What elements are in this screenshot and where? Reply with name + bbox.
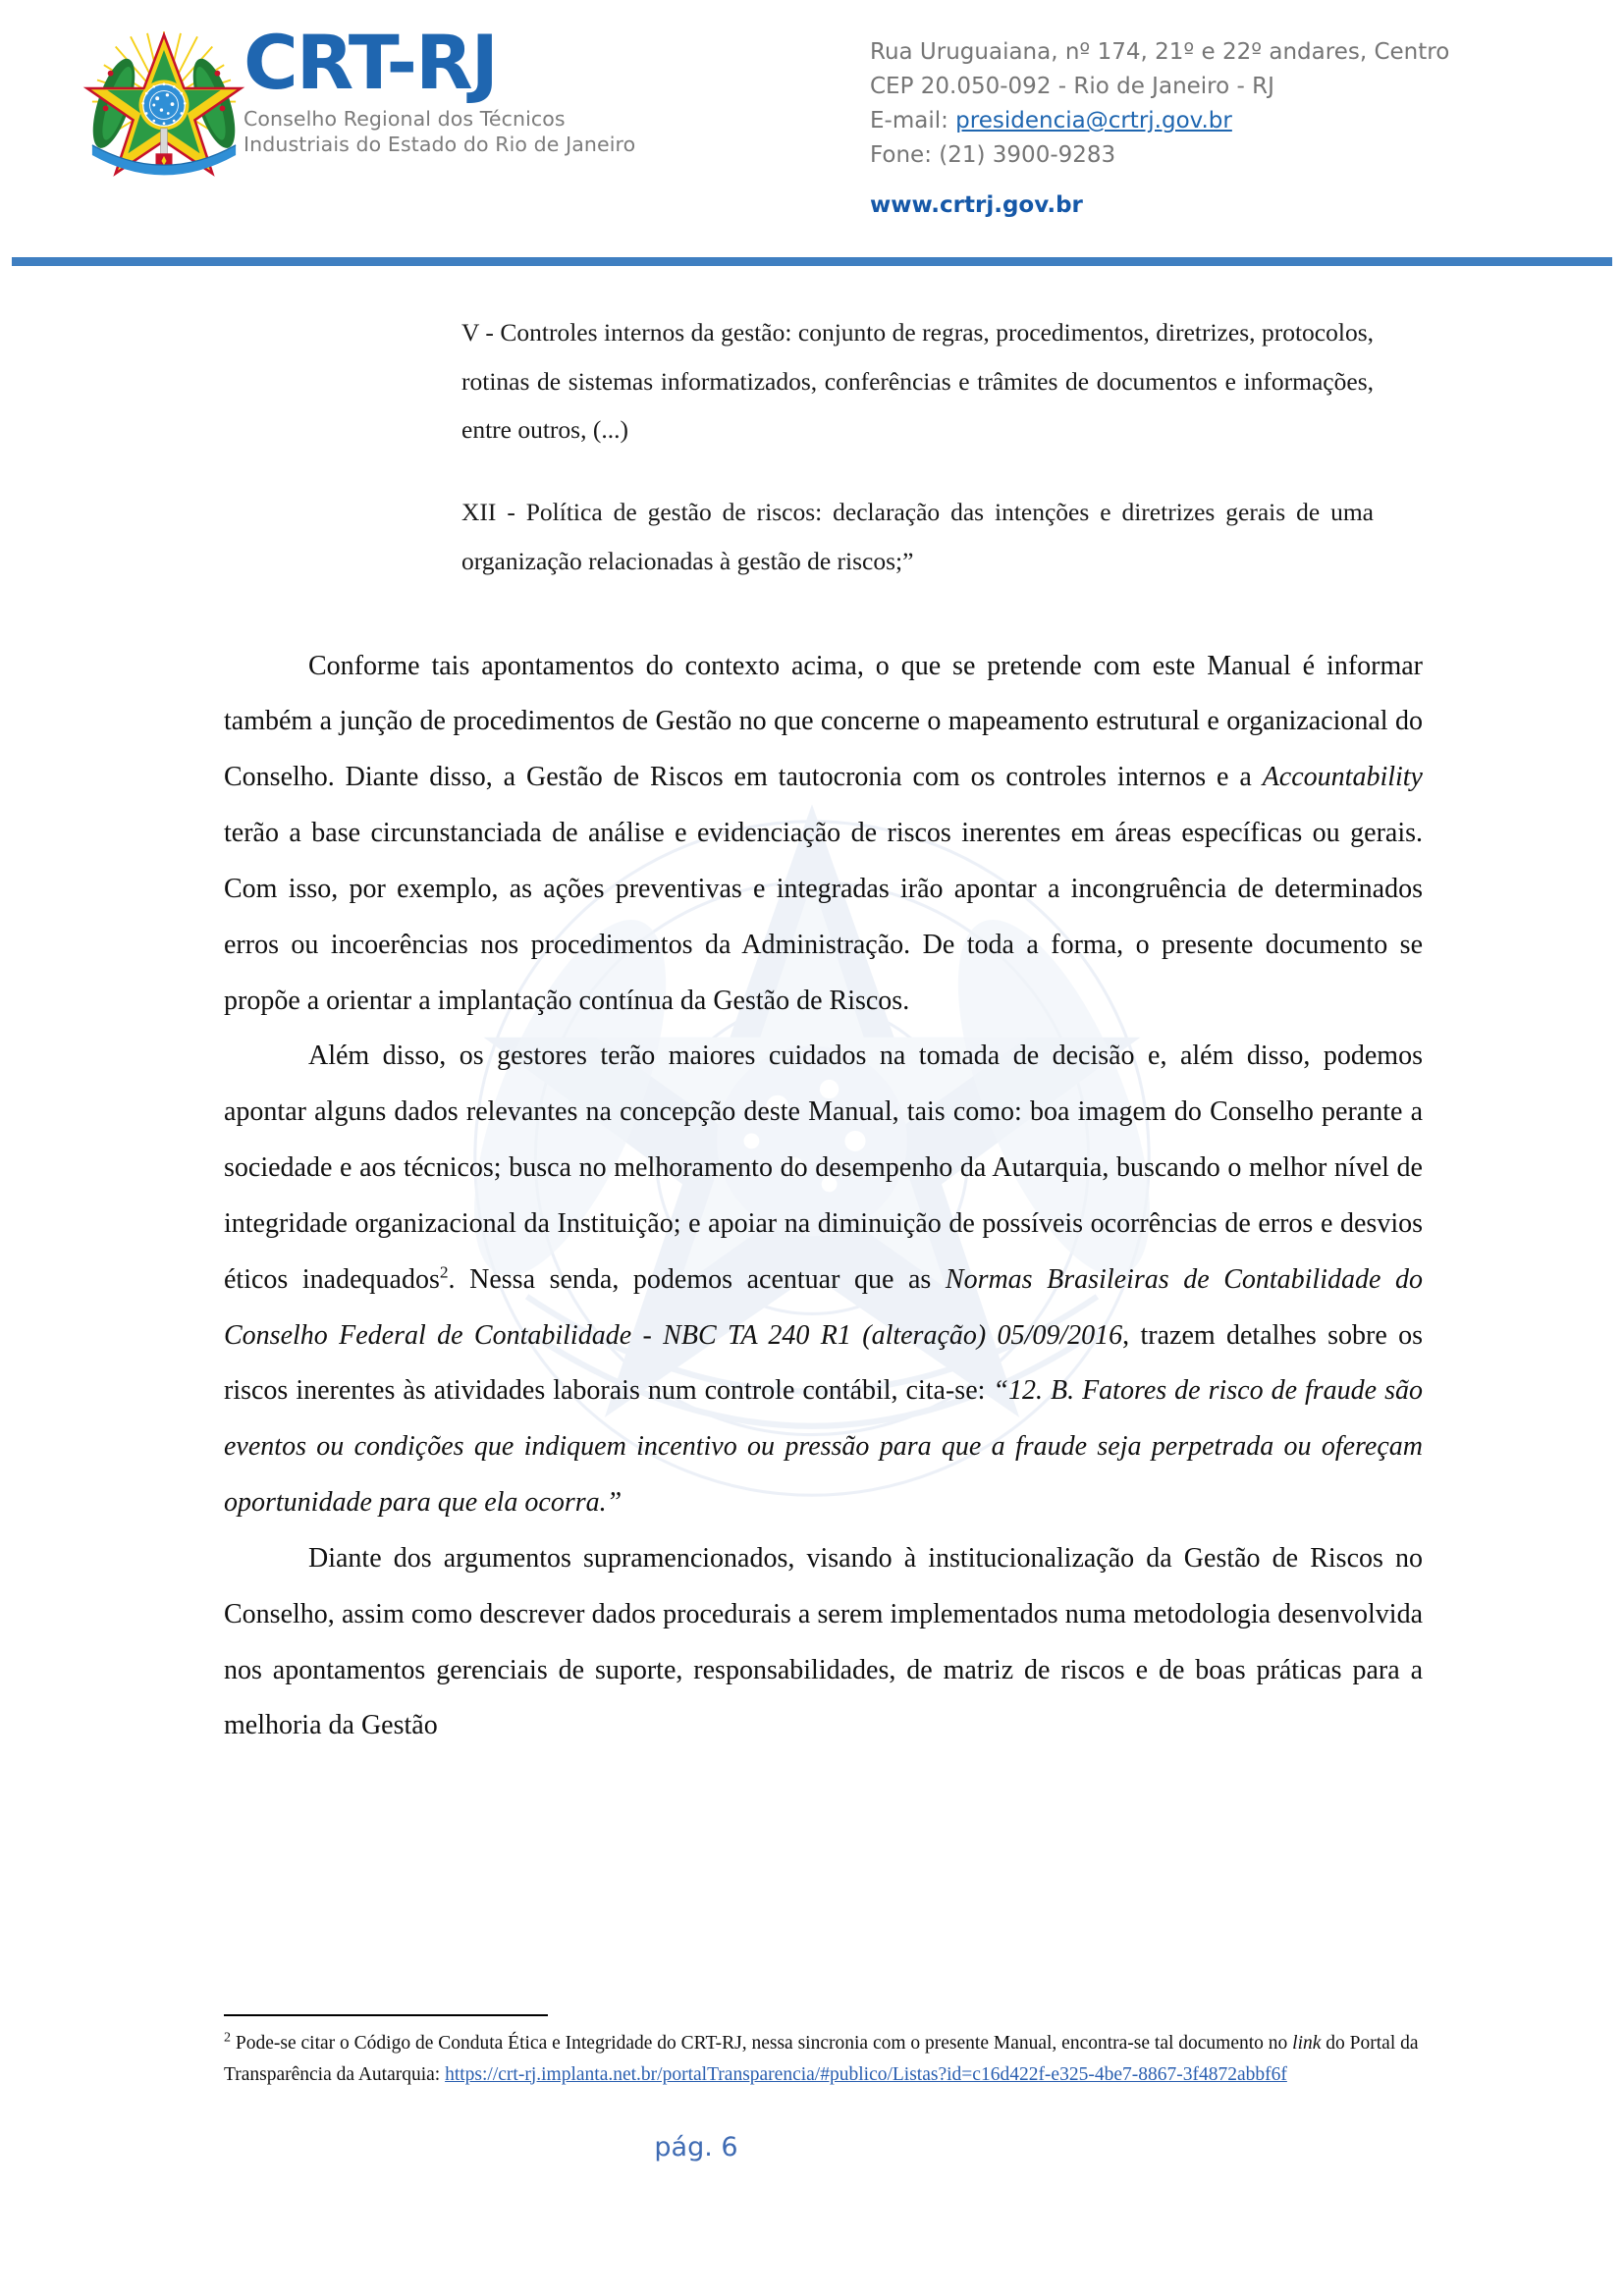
brazil-coat-of-arms-icon xyxy=(81,22,247,188)
term-accountability: Accountability xyxy=(1262,762,1423,793)
paragraph-2-part-c: , trazem detalhes sobre os riscos inerentes às atividades laborais num controle contábil, cita-se: xyxy=(224,1319,1423,1407)
brand-subtitle-line-2: Industriais do Estado do Rio de Janeiro xyxy=(244,133,636,157)
contact-email-label: E-mail: xyxy=(870,107,956,133)
footnote-text-part-b: do Portal da Transparência da Autarquia: xyxy=(224,2033,1419,2085)
footnote-term-link: link xyxy=(1292,2033,1322,2054)
contact-phone: Fone: (21) 3900-9283 xyxy=(870,141,1116,168)
footnote-reference-marker[interactable]: 2 xyxy=(439,1262,449,1282)
paragraph-conforme xyxy=(224,639,1423,1030)
footnote-section xyxy=(224,2014,1451,2090)
contact-address: Rua Uruguaiana, nº 174, 21º e 22º andares, Centro xyxy=(870,39,1450,65)
footnote-url-link[interactable]: https://crt-rj.implanta.net.br/portalTransparencia/#publico/Listas?id=c16d422f-e325-4be7-8867-3f4872abbf6f xyxy=(445,2063,1287,2085)
citation-nbc-ta-240: Normas Brasileiras de Contabilidade do Conselho Federal de Contabilidade - NBC TA 240 R1 (alteração) 05/09/2016 xyxy=(224,1263,1423,1351)
contact-email-link[interactable]: presidencia@crtrj.gov.br xyxy=(955,107,1232,133)
footnote-number: 2 xyxy=(224,2029,232,2046)
contact-website[interactable]: www.crtrj.gov.br xyxy=(870,191,1083,218)
paragraph-1-part-b: terão a base circunstanciada de análise e evidenciação de riscos inerentes em áreas específicas ou gerais. Com isso, por exemplo, as ações preventivas e integradas irão apontar a incongruência de determinados erros ou incoerências nos procedimentos da Administração. De toda a forma, o presente documento se propõe a orientar a implantação contínua da Gestão de Riscos. xyxy=(224,818,1423,1016)
contact-block xyxy=(870,35,1557,223)
brand-wordmark: CRT-RJ xyxy=(244,19,497,106)
brand-block xyxy=(244,19,636,157)
page-number: pág. 6 xyxy=(654,2132,738,2163)
letterhead xyxy=(0,0,1624,267)
paragraph-2-part-a: Além disso, os gestores terão maiores cuidados na tomada de decisão e, além disso, podemos apontar alguns dados relevantes na concepção deste Manual, tais como: boa imagem do Conselho perante a sociedade e aos técnicos; busca no melhoramento do desempenho da Autarquia, buscando o melhor nível de integridade organizacional da Instituição; e apoiar na diminuição de possíveis ocorrências de erros e desvios éticos inadequados xyxy=(224,1041,1423,1295)
footnote-2 xyxy=(224,2028,1451,2090)
brand-subtitle-line-1: Conselho Regional dos Técnicos xyxy=(244,107,566,131)
footnote-text-part-a: Pode-se citar o Código de Conduta Ética e Integridade do CRT-RJ, nessa sincronia com o presente Manual, encontra-se tal documento no xyxy=(231,2033,1293,2054)
quotation-fatores-de-risco: “12. B. Fatores de risco de fraude são eventos ou condições que indiquem incentivo ou pressão para que a fraude seja perpetrada ou ofereçam oportunidade para que ela ocorra.” xyxy=(224,1375,1423,1519)
main-paragraphs xyxy=(0,639,1624,1755)
paragraph-alem-disso xyxy=(224,1029,1423,1530)
quote-item-v: V - Controles internos da gestão: conjunto de regras, procedimentos, diretrizes, protocolos, rotinas de sistemas informatizados, conferências e trâmites de documentos e informações, entre outros, (...) xyxy=(461,318,1374,445)
quoted-legal-items xyxy=(0,308,1624,586)
header-divider-rule xyxy=(12,257,1612,266)
document-body xyxy=(0,267,1624,1754)
contact-email-line xyxy=(870,104,1557,138)
paragraph-1-part-a: Conforme tais apontamentos do contexto acima, o que se pretende com este Manual é informar também a junção de procedimentos de Gestão no que concerne o mapeamento estrutural e organizacional do Conselho. Diante disso, a Gestão de Riscos em tautocronia com os controles internos e a xyxy=(224,650,1423,793)
paragraph-2-part-b: . Nessa senda, podemos acentuar que as xyxy=(448,1263,946,1295)
quote-item-xii: XII - Política de gestão de riscos: declaração das intenções e diretrizes gerais de uma organização relacionadas à gestão de riscos;” xyxy=(461,498,1374,575)
footnote-separator-rule xyxy=(224,2014,548,2016)
paragraph-diante-dos-argumentos: Diante dos argumentos supramencionados, visando à institucionalização da Gestão de Riscos no Conselho, assim como descrever dados procedurais a serem implementados numa metodologia desenvolvida nos apontamentos gerenciais de suporte, responsabilidades, de matriz de riscos e de boas práticas para a melhoria da Gestão xyxy=(224,1542,1423,1741)
contact-cep: CEP 20.050-092 - Rio de Janeiro - RJ xyxy=(870,73,1274,99)
